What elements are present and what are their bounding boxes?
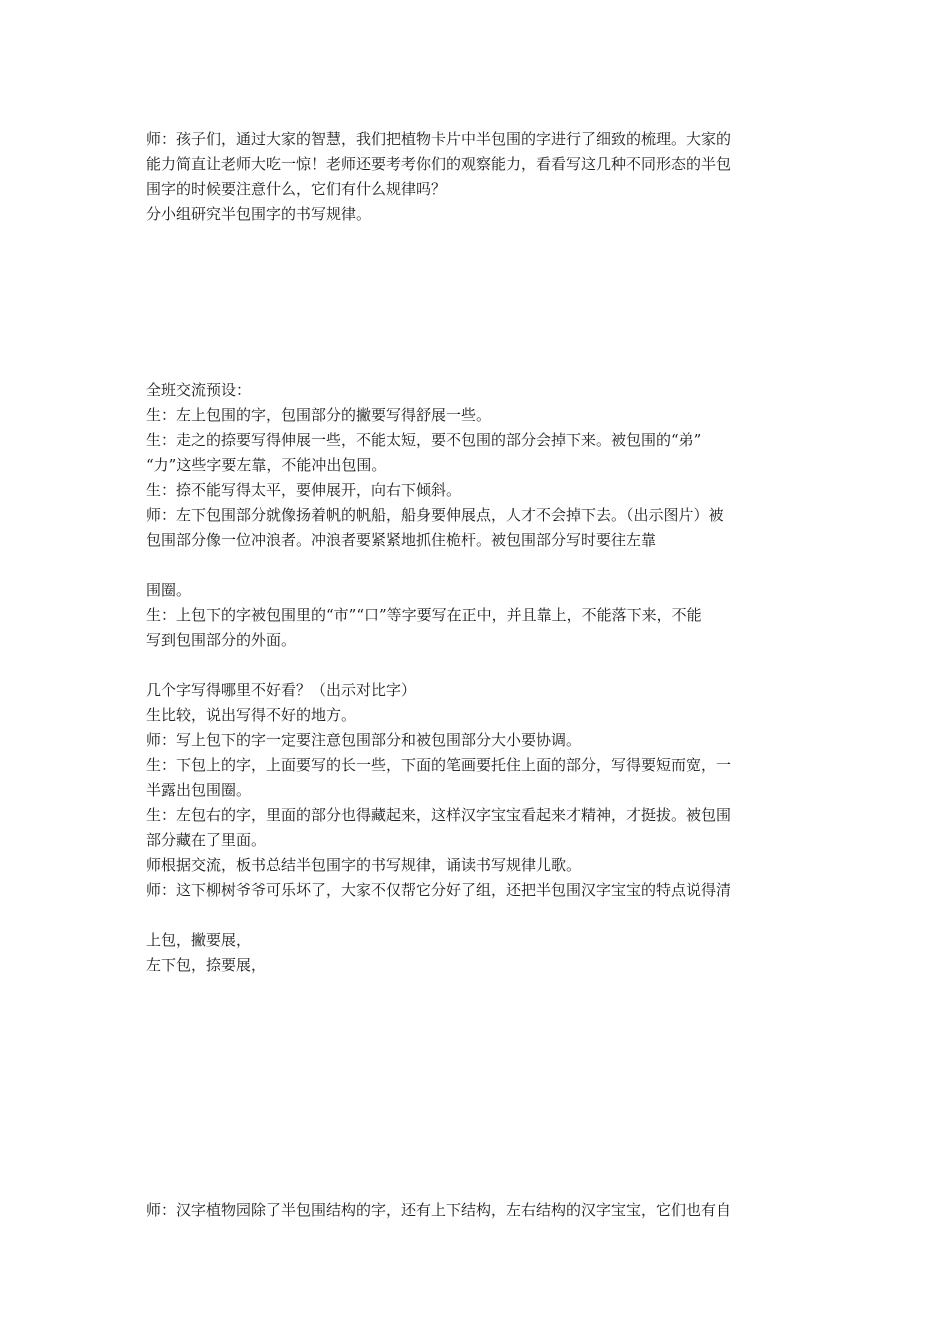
text-line: 生：捺不能写得太平，要伸展开，向右下倾斜。 — [146, 481, 462, 499]
text-line: 围字的时候要注意什么，它们有什么规律吗？ — [146, 180, 447, 198]
text-line: 生：左上包围的字，包围部分的撇要写得舒展一些。 — [146, 406, 492, 424]
text-line: 全班交流预设： — [146, 381, 252, 399]
text-line: 左下包，捺要展， — [146, 956, 267, 974]
text-line: 能力简直让老师大吃一惊！老师还要考考你们的观察能力，看看写这几种不同形态的半包 — [146, 155, 732, 173]
text-line: 围圈。 — [146, 581, 192, 599]
text-line: 几个字写得哪里不好看？（出示对比字） — [146, 681, 417, 699]
text-line: 部分藏在了里面。 — [146, 831, 267, 849]
text-line: 师：汉字植物园除了半包围结构的字，还有上下结构，左右结构的汉字宝宝，它们也有自 — [146, 1201, 732, 1219]
text-line: 生：下包上的字，上面要写的长一些，下面的笔画要托住上面的部分，写得要短而宽，一 — [146, 756, 732, 774]
text-line: 师：写上包下的字一定要注意包围部分和被包围部分大小要协调。 — [146, 731, 582, 749]
text-line: 生：走之的捺要写得伸展一些，不能太短，要不包围的部分会掉下来。被包围的“弟” — [146, 431, 702, 449]
text-line: 师：孩子们，通过大家的智慧，我们把植物卡片中半包围的字进行了细致的梳理。大家的 — [146, 130, 732, 148]
text-line: 师根据交流，板书总结半包围字的书写规律，诵读书写规律儿歌。 — [146, 856, 582, 874]
text-line: “力”这些字要左靠，不能冲出包围。 — [146, 456, 387, 474]
text-line: 半露出包围圈。 — [146, 781, 252, 799]
text-line: 包围部分像一位冲浪者。冲浪者要紧紧地抓住桅杆。被包围部分写时要往左靠 — [146, 531, 657, 549]
text-line: 师：左下包围部分就像扬着帆的帆船，船身要伸展点，人才不会掉下去。（出示图片）被 — [146, 506, 724, 524]
text-line: 上包，撇要展， — [146, 931, 252, 949]
text-line: 生：左包右的字，里面的部分也得藏起来，这样汉字宝宝看起来才精神，才挺拔。被包围 — [146, 806, 732, 824]
text-line: 写到包围部分的外面。 — [146, 631, 297, 649]
text-line: 师：这下柳树爷爷可乐坏了，大家不仅帮它分好了组，还把半包围汉字宝宝的特点说得清 — [146, 881, 732, 899]
text-line: 生：上包下的字被包围里的“市”“口”等字要写在正中，并且靠上，不能落下来，不能 — [146, 606, 702, 624]
text-line: 生比较，说出写得不好的地方。 — [146, 706, 357, 724]
text-line: 分小组研究半包围字的书写规律。 — [146, 205, 372, 223]
